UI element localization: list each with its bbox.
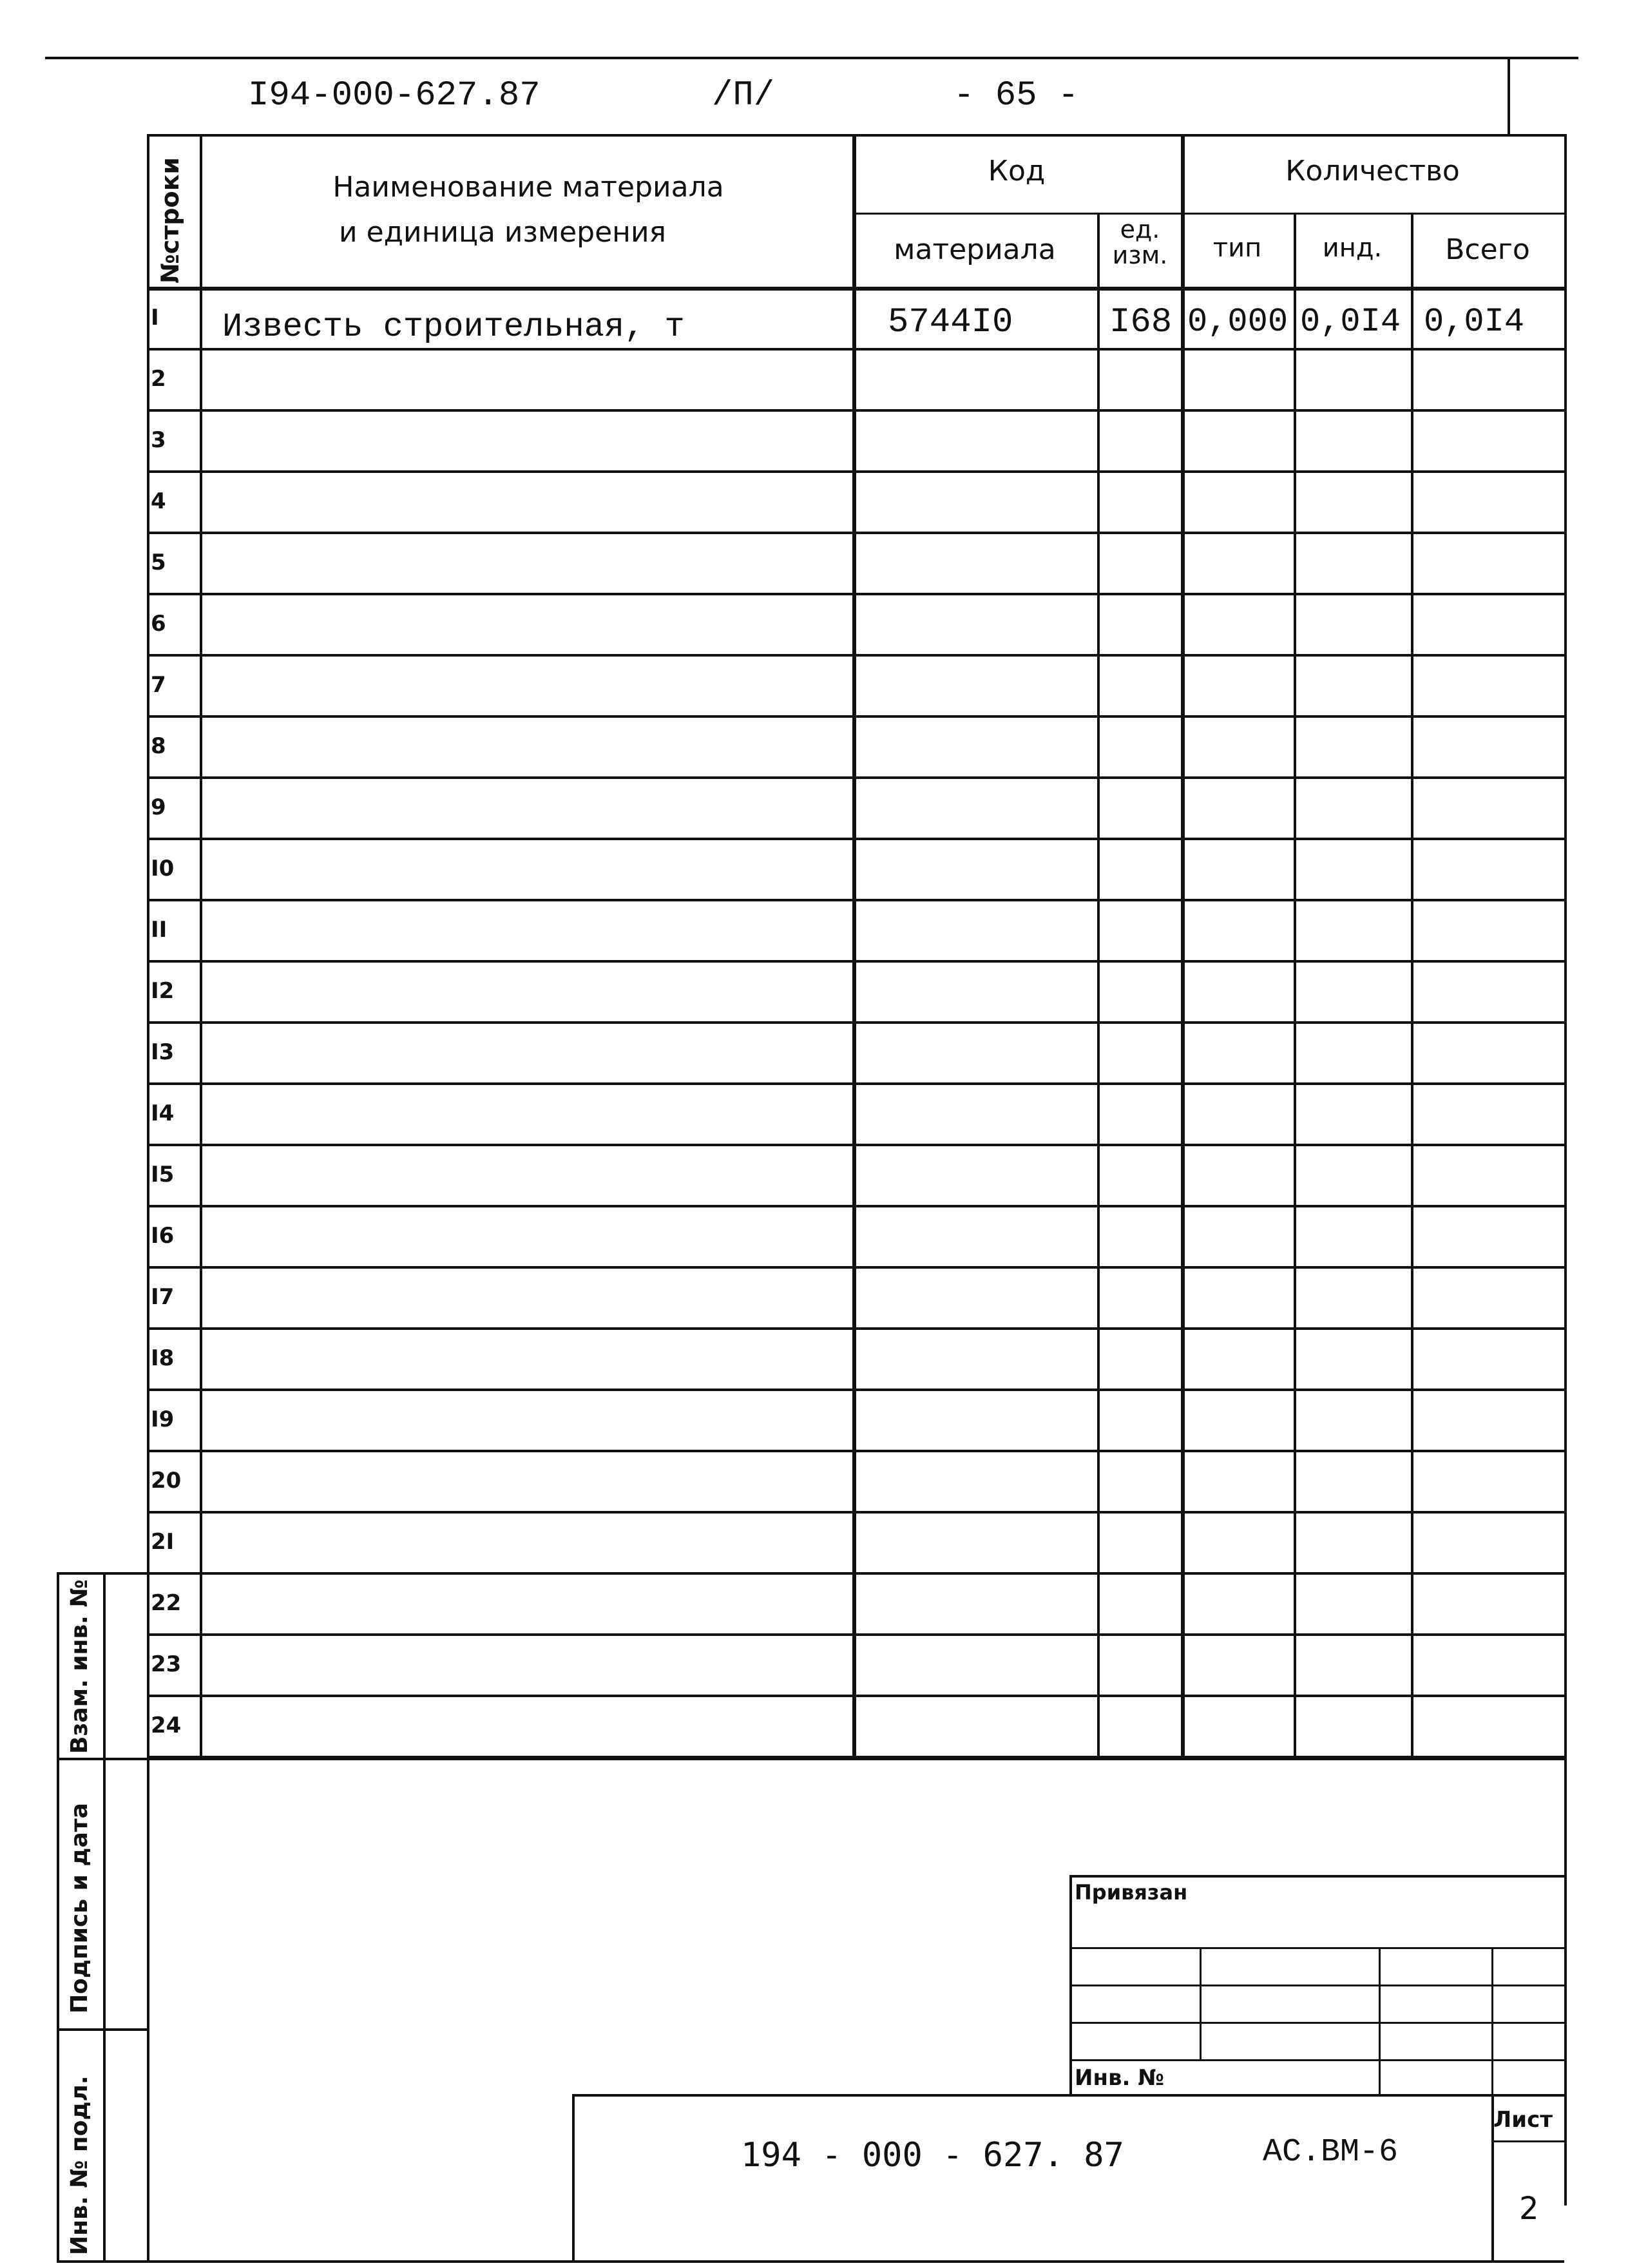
stamp-sep-1 bbox=[57, 1758, 1564, 1760]
table-row-rule bbox=[147, 348, 1564, 351]
table-row-rule bbox=[147, 593, 1564, 595]
stamp-inner bbox=[103, 1572, 106, 2262]
row1-total: 0,0I4 bbox=[1424, 303, 1525, 341]
row-number: 20 bbox=[151, 1468, 182, 1494]
col-header-qty: Количество bbox=[1285, 155, 1460, 187]
page-number: - 65 - bbox=[953, 76, 1079, 115]
stamp-podpis: Подпись и дата bbox=[66, 1803, 93, 2013]
row-number: 2I bbox=[151, 1529, 175, 1555]
stamp-outer-left bbox=[57, 1572, 59, 2262]
table-row-rule bbox=[147, 1633, 1564, 1636]
row-number: I8 bbox=[151, 1345, 175, 1371]
sheet-label: Лист bbox=[1493, 2107, 1553, 2133]
col-header-qty-ind: инд. bbox=[1322, 233, 1383, 263]
row-number: 24 bbox=[151, 1713, 182, 1738]
privyazan-col-3 bbox=[1491, 1947, 1493, 2094]
stamp-sep-2 bbox=[57, 2028, 147, 2031]
header-subrule bbox=[852, 213, 1564, 215]
table-row-rule bbox=[147, 1450, 1564, 1452]
row-number: 22 bbox=[151, 1590, 182, 1616]
privyazan-col-1 bbox=[1200, 1947, 1202, 2059]
table-row-rule bbox=[147, 1327, 1564, 1330]
header-bottom-rule bbox=[147, 287, 1564, 291]
table-row-rule bbox=[147, 1389, 1564, 1391]
table-row-rule bbox=[147, 899, 1564, 901]
row-number: I0 bbox=[151, 856, 175, 881]
row-number: II bbox=[151, 917, 168, 943]
row-number: 8 bbox=[151, 733, 166, 759]
top-doc-code: I94-000-627.87 bbox=[248, 76, 541, 115]
table-right-border bbox=[1564, 134, 1567, 2206]
privyazan-row-4 bbox=[1069, 2059, 1564, 2061]
col-header-name-line1: Наименование материала bbox=[332, 171, 724, 204]
title-block-top bbox=[572, 2094, 1564, 2097]
row-number: 4 bbox=[151, 488, 166, 514]
table-row-rule bbox=[147, 470, 1564, 473]
col-sep-name bbox=[852, 134, 856, 1758]
row1-name: Известь строительная, т bbox=[222, 308, 685, 346]
row-number: I3 bbox=[151, 1039, 175, 1065]
row-number: 23 bbox=[151, 1651, 182, 1677]
row1-ind: 0,0I4 bbox=[1300, 303, 1401, 341]
table-row-rule bbox=[147, 1266, 1564, 1269]
sheet-label-rule bbox=[1491, 2140, 1564, 2142]
row-number: 3 bbox=[151, 427, 166, 453]
col-header-code-material: материала bbox=[894, 233, 1056, 266]
inv-no-label: Инв. № bbox=[1075, 2065, 1165, 2091]
col-sep-type bbox=[1294, 213, 1296, 1758]
table-row-rule bbox=[147, 1695, 1564, 1697]
top-right-tick bbox=[1508, 57, 1510, 134]
table-row-rule bbox=[147, 838, 1564, 840]
col-header-row-no: №строки bbox=[156, 157, 184, 284]
row1-unit: I68 bbox=[1109, 303, 1173, 342]
stamp-top bbox=[57, 1572, 147, 1575]
sheet-number: 2 bbox=[1519, 2191, 1539, 2227]
table-row-rule bbox=[147, 776, 1564, 779]
row1-type: 0,000 bbox=[1187, 303, 1288, 341]
table-row-rule bbox=[147, 1572, 1564, 1575]
page-bottom bbox=[57, 2260, 1564, 2263]
privyazan-top bbox=[1069, 1875, 1564, 1878]
table-row-rule bbox=[147, 409, 1564, 412]
table-row-rule bbox=[147, 1021, 1564, 1024]
title-designation: АС.ВМ-6 bbox=[1263, 2134, 1399, 2171]
row1-code: 5744I0 bbox=[888, 303, 1013, 342]
stamp-inv-podl: Инв. № подл. bbox=[66, 2075, 93, 2255]
col-header-qty-type: тип bbox=[1212, 233, 1262, 263]
col-sep-unit bbox=[1181, 134, 1185, 1758]
row-number: I2 bbox=[151, 978, 175, 1004]
row-number: 2 bbox=[151, 366, 166, 392]
row-number: 9 bbox=[151, 794, 166, 820]
stamp-vzam: Взам. инв. № bbox=[66, 1579, 93, 1754]
row-number: I bbox=[151, 305, 159, 331]
table-row-rule bbox=[147, 1511, 1564, 1514]
row-number: I9 bbox=[151, 1407, 175, 1432]
col-header-name-line2: и единица измерения bbox=[338, 216, 667, 249]
table-row-rule bbox=[147, 960, 1564, 963]
table-row-rule bbox=[147, 1144, 1564, 1146]
top-marker: /П/ bbox=[712, 76, 775, 115]
privyazan-label: Привязан bbox=[1075, 1880, 1188, 1905]
col-sep-code bbox=[1097, 213, 1100, 1758]
col-header-qty-total: Всего bbox=[1445, 233, 1530, 266]
table-row-rule bbox=[147, 532, 1564, 534]
row-number: 7 bbox=[151, 672, 166, 698]
row-number: 6 bbox=[151, 611, 166, 637]
table-row-rule bbox=[147, 654, 1564, 657]
title-doc-code: 194 - 000 - 627. 87 bbox=[741, 2136, 1124, 2175]
privyazan-row-2 bbox=[1069, 1984, 1564, 1986]
stamp-right bbox=[147, 1758, 149, 2262]
row-number: I7 bbox=[151, 1284, 175, 1310]
col-sep-rowno bbox=[200, 134, 202, 1758]
privyazan-row-3 bbox=[1069, 2022, 1564, 2024]
privyazan-row-1 bbox=[1069, 1947, 1564, 1949]
table-row-rule bbox=[147, 715, 1564, 718]
row-number: I5 bbox=[151, 1162, 175, 1187]
table-left-border bbox=[147, 134, 149, 1758]
col-header-code: Код bbox=[988, 155, 1046, 187]
table-row-rule bbox=[147, 1082, 1564, 1085]
row-number: I6 bbox=[151, 1223, 175, 1249]
row-number: 5 bbox=[151, 550, 166, 575]
table-row-rule bbox=[147, 1205, 1564, 1207]
row-number: I4 bbox=[151, 1100, 175, 1126]
title-block-left bbox=[572, 2094, 575, 2260]
privyazan-col-2 bbox=[1379, 1947, 1381, 2094]
top-rule bbox=[45, 57, 1578, 59]
col-header-code-unit: ед. изм. bbox=[1112, 215, 1168, 269]
col-sep-ind bbox=[1411, 213, 1413, 1758]
